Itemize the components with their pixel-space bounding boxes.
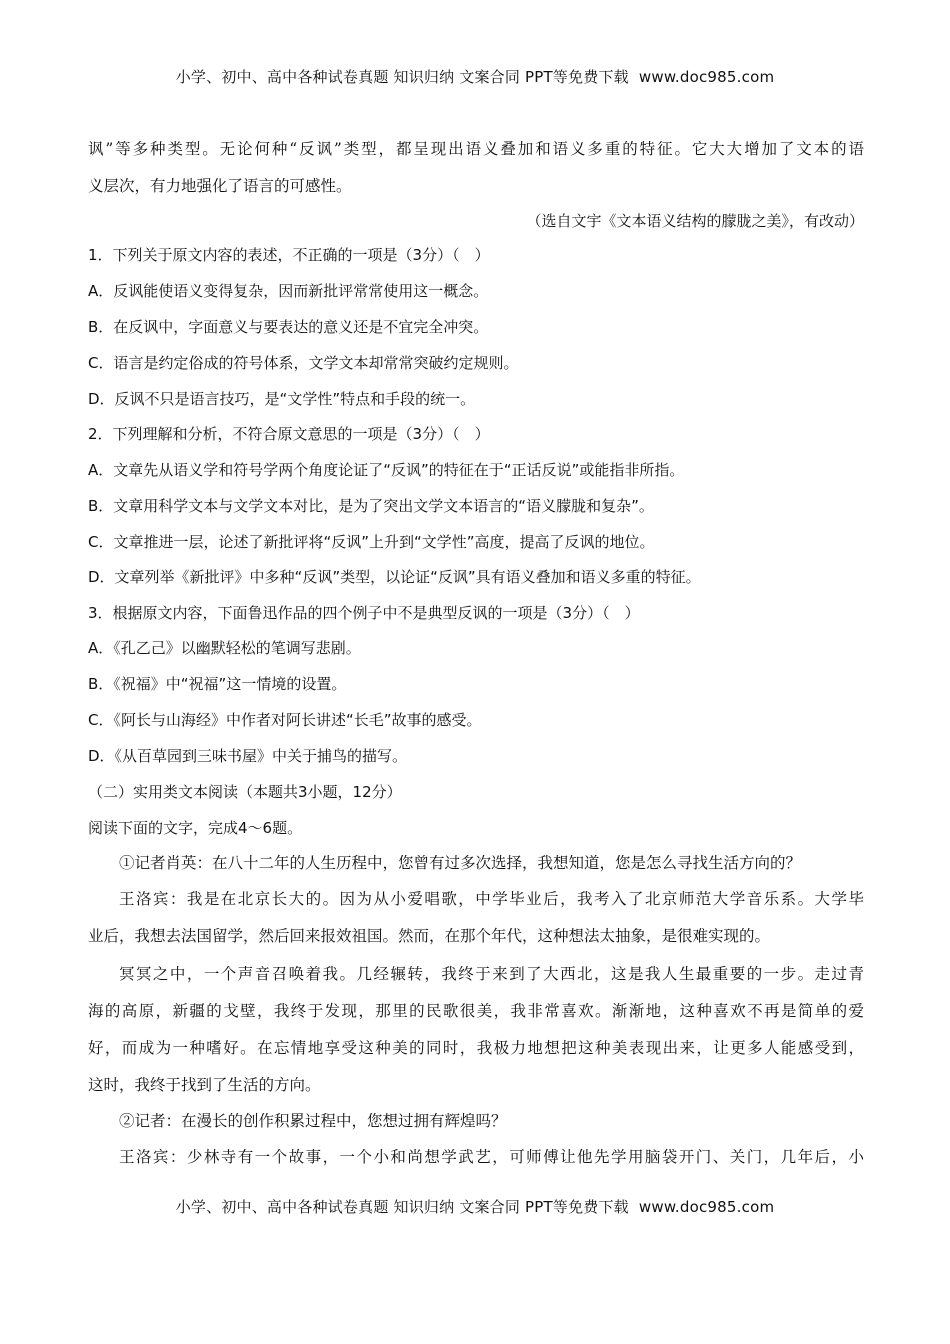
question-option: C．文章推进一层，论述了新批评将“反讽”上升到“文学性”高度，提高了反讽的地位。 [88, 533, 655, 551]
interview-question: ①记者肖英：在八十二年的人生历程中，您曾有过多次选择，我想知道，您是怎么寻找生活方向的？ [119, 854, 802, 872]
header-banner-text: 小学、初中、高中各种试卷真题 知识归纳 文案合同 PPT等免费下载 [175, 68, 629, 86]
interview-answer-line: 这时，我终于找到了生活的方向。 [88, 1076, 321, 1094]
question-option: B．文章用科学文本与文学文本对比，是为了突出文学文本语言的“语义朦胧和复杂”。 [88, 497, 654, 515]
section-instruction: 阅读下面的文字，完成4～6题。 [88, 819, 303, 837]
question-option: D．反讽不只是语言技巧，是“文学性”特点和手段的统一。 [88, 390, 476, 408]
passage-line: 讽”等多种类型。无论何种“反讽”类型，都呈现出语义叠加和语义多重的特征。它大大增加了文本的语 [88, 140, 864, 158]
interview-answer-line: 王洛宾：我是在北京长大的。因为从小爱唱歌，中学毕业后，我考入了北京师范大学音乐系。大学毕 [119, 890, 864, 908]
footer-banner-text: 小学、初中、高中各种试卷真题 知识归纳 文案合同 PPT等免费下载 [175, 1198, 629, 1216]
passage-line: 义层次，有力地强化了语言的可感性。 [88, 177, 352, 195]
question-option: D．文章列举《新批评》中多种“反讽”类型，以论证“反讽”具有语义叠加和语义多重的特征。 [88, 568, 701, 586]
interview-answer-line: 王洛宾：少林寺有一个故事，一个小和尚想学武艺，可师傅让他先学用脑袋开门、关门，几年后，小 [119, 1148, 864, 1166]
question-option: D．《从百草园到三味书屋》中关于捕鸟的描写。 [88, 747, 408, 765]
passage-source: （选自文宇《文本语义结构的朦胧之美》，有改动） [526, 212, 864, 230]
header-url: www.doc985.com [638, 68, 775, 86]
question-option: A．《孔乙己》以幽默轻松的笔调写悲剧。 [88, 639, 361, 657]
footer-url: www.doc985.com [638, 1198, 775, 1216]
question-stem: 1．下列关于原文内容的表述，不正确的一项是（3分）（ ） [88, 246, 490, 264]
question-stem: 3．根据原文内容，下面鲁迅作品的四个例子中不是典型反讽的一项是（3分）（ ） [88, 604, 640, 622]
question-option: B．《祝福》中“祝福”这一情境的设置。 [88, 675, 347, 693]
interview-answer-line: 业后，我想去法国留学，然后回来报效祖国。然而，在那个年代，这种想法太抽象，是很难实现的。 [88, 927, 771, 945]
question-option: C．语言是约定俗成的符号体系，文学文本却常常突破约定规则。 [88, 354, 519, 372]
question-option: A．反讽能使语义变得复杂，因而新批评常常使用这一概念。 [88, 282, 489, 300]
question-option: A．文章先从语义学和符号学两个角度论证了“反讽”的特征在于“正话反说”或能指非所指。 [88, 461, 685, 479]
question-option: C．《阿长与山海经》中作者对阿长讲述“长毛”故事的感受。 [88, 711, 482, 729]
interview-answer-line: 好，而成为一种嗜好。在忘情地享受这种美的同时，我极力地想把这种美表现出来，让更多人能感受到， [88, 1039, 864, 1057]
question-option: B．在反讽中，字面意义与要表达的意义还是不宜完全冲突。 [88, 318, 489, 336]
header-banner [0, 66, 950, 87]
interview-question: ②记者：在漫长的创作积累过程中，您想过拥有辉煌吗？ [119, 1112, 507, 1130]
question-stem: 2．下列理解和分析，不符合原文意思的一项是（3分）（ ） [88, 425, 490, 443]
interview-answer-line: 海的高原，新疆的戈壁，我终于发现，那里的民歌很美，我非常喜欢。渐渐地，这种喜欢不再是简单的爱 [88, 1002, 864, 1020]
section-heading: （二）实用类文本阅读（本题共3小题，12分） [88, 783, 402, 801]
footer-banner [0, 1196, 950, 1217]
interview-answer-line: 冥冥之中，一个声音召唤着我。几经辗转，我终于来到了大西北，这是我人生最重要的一步。走过青 [119, 965, 864, 983]
